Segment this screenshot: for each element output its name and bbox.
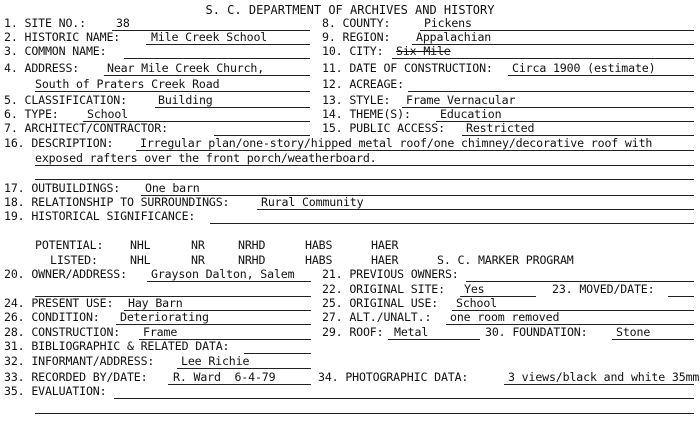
evaluation-label: 35. EVALUATION: (4, 384, 107, 398)
outbuildings-label: 17. OUTBUILDINGS: (4, 181, 121, 195)
construction-label: 28. CONSTRUCTION: (4, 325, 121, 339)
classification-label: 5. CLASSIFICATION: (4, 93, 127, 107)
type-label: 6. TYPE: (4, 107, 59, 121)
underline (104, 75, 310, 76)
informant-value: Lee Richie (181, 354, 250, 368)
county-label: 8. COUNTY: (322, 16, 391, 30)
potential-haer: HAER (371, 238, 399, 252)
condition-value: Deteriorating (120, 310, 209, 324)
description-label: 16. DESCRIPTION: (4, 136, 114, 150)
form-header: S. C. DEPARTMENT OF ARCHIVES AND HISTORY (205, 3, 495, 17)
underline (155, 107, 310, 108)
underline (35, 91, 310, 92)
underline (612, 339, 694, 340)
date-construction-value: Circa 1900 (estimate) (512, 61, 656, 75)
photographic-label: 34. PHOTOGRAPHIC DATA: (318, 370, 469, 384)
original-site-value: Yes (464, 282, 485, 296)
underline (257, 209, 694, 210)
site-no-value: 38 (116, 16, 130, 30)
historical-significance-label: 19. HISTORICAL SIGNIFICANCE: (4, 209, 196, 223)
type-value: School (87, 107, 128, 121)
owner-value: Grayson Dalton, Salem (151, 267, 295, 281)
acreage-label: 12. ACREAGE: (322, 77, 404, 91)
address-value-1: Near Mile Creek Church, (107, 61, 265, 75)
historic-name-value: Mile Creek School (151, 30, 268, 44)
listed-nrhd: NRHD (238, 253, 266, 267)
underline (146, 44, 310, 45)
underline (244, 353, 311, 354)
recorded-by-label: 33. RECORDED BY/DATE: (4, 370, 148, 384)
underline (408, 91, 694, 92)
bibliographic-label: 31. BIBLIOGRAPHIC & RELATED DATA: (4, 339, 230, 353)
potential-nhl: NHL (130, 238, 151, 252)
region-value: Appalachian (416, 30, 492, 44)
underline (412, 44, 694, 45)
foundation-value: Stone (616, 325, 651, 339)
outbuildings-value: One barn (145, 181, 200, 195)
public-access-value: Restricted (466, 121, 535, 135)
architect-label: 7. ARCHITECT/CONTRACTOR: (4, 121, 168, 135)
roof-label: 29. ROOF: (322, 325, 384, 339)
photographic-value: 3 views/black and white 35mm (508, 370, 700, 384)
potential-nr: NR (191, 238, 205, 252)
listed-habs: HABS (305, 253, 333, 267)
listed-nhl: NHL (130, 253, 151, 267)
style-label: 13. STYLE: (322, 93, 391, 107)
recorded-by-value: R. Ward 6-4-79 (173, 370, 276, 384)
alt-unalt-value: one room removed (450, 310, 560, 324)
roof-value: Metal (394, 325, 429, 339)
listed-haer: HAER (371, 253, 399, 267)
present-use-label: 24. PRESENT USE: (4, 296, 114, 310)
date-construction-label: 11. DATE OF CONSTRUCTION: (322, 61, 493, 75)
underline (124, 58, 310, 59)
moved-label: 23. MOVED/DATE: (552, 282, 655, 296)
historic-name-label: 2. HISTORIC NAME: (4, 30, 121, 44)
common-name-label: 3. COMMON NAME: (4, 44, 107, 58)
theme-value: Education (440, 107, 502, 121)
site-no-label: 1. SITE NO.: (4, 16, 86, 30)
listed-label: LISTED: (50, 253, 98, 267)
foundation-label: 30. FOUNDATION: (485, 325, 588, 339)
original-site-label: 22. ORIGINAL SITE: (322, 282, 445, 296)
underline (392, 58, 694, 59)
sc-marker-program: S. C. MARKER PROGRAM (437, 253, 574, 267)
underline (114, 398, 694, 399)
underline (668, 296, 694, 297)
city-label: 10. CITY: (322, 44, 384, 58)
address-label: 4. ADDRESS: (4, 61, 80, 75)
potential-habs: HABS (305, 238, 333, 252)
address-value-2: South of Praters Creek Road (35, 77, 220, 91)
region-label: 9. REGION: (322, 30, 391, 44)
original-use-label: 25. ORIGINAL USE: (322, 296, 439, 310)
underline (388, 339, 480, 340)
theme-label: 14. THEME(S): (322, 107, 411, 121)
original-use-value: School (456, 296, 497, 310)
underline (147, 281, 311, 282)
classification-value: Building (158, 93, 213, 107)
underline (210, 223, 694, 224)
owner-label: 20. OWNER/ADDRESS: (4, 267, 127, 281)
description-line-2: exposed rafters over the front porch/weatherboard. (35, 151, 377, 165)
relationship-label: 18. RELATIONSHIP TO SURROUNDINGS: (4, 195, 230, 209)
condition-label: 26. CONDITION: (4, 310, 100, 324)
public-access-label: 15. PUBLIC ACCESS: (322, 121, 445, 135)
previous-owners-label: 21. PREVIOUS OWNERS: (322, 267, 459, 281)
underline (35, 413, 694, 414)
county-value: Pickens (424, 16, 472, 30)
underline (177, 368, 311, 369)
underline (168, 384, 311, 385)
construction-value: Frame (143, 325, 178, 339)
description-line-1: Irregular plan/one-story/hipped metal roof/one chimney/decorative roof with (140, 136, 653, 150)
potential-label: POTENTIAL: (35, 238, 104, 252)
informant-label: 32. INFORMANT/ADDRESS: (4, 354, 155, 368)
alt-unalt-label: 27. ALT./UNALT.: (322, 310, 432, 324)
underline (35, 165, 694, 166)
underline (508, 75, 694, 76)
listed-nr: NR (191, 253, 205, 267)
underline (35, 179, 694, 180)
style-value: Frame Vernacular (406, 93, 516, 107)
relationship-value: Rural Community (261, 195, 364, 209)
present-use-value: Hay Barn (128, 296, 183, 310)
underline (504, 384, 694, 385)
city-value: Six Mile (396, 44, 451, 58)
potential-nrhd: NRHD (238, 238, 266, 252)
